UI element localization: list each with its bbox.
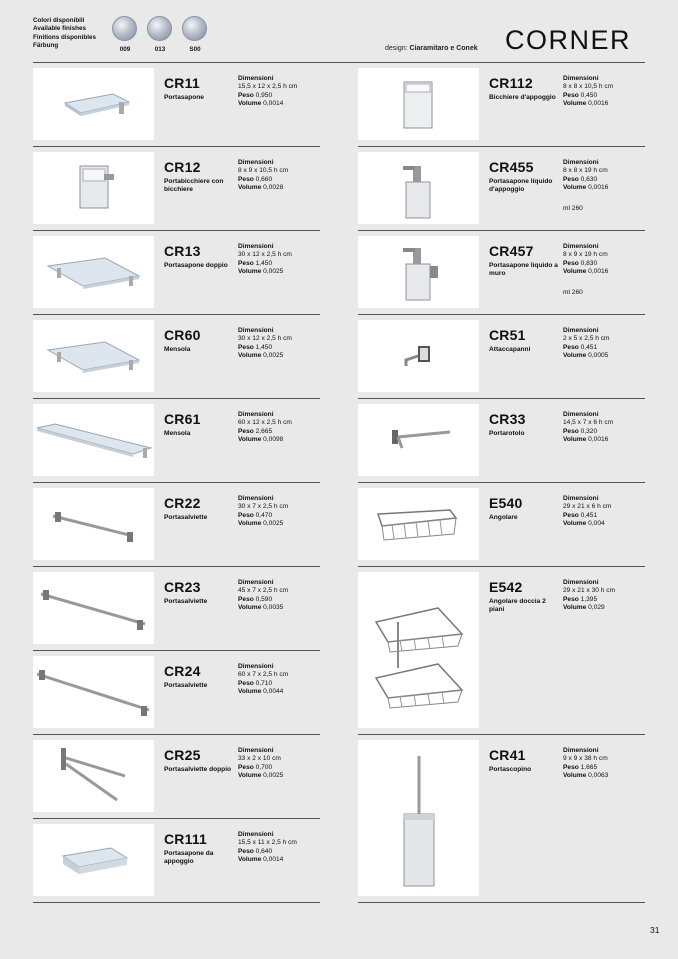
product-specs	[563, 579, 645, 613]
item-divider	[358, 902, 645, 903]
finish-swatch-s00	[182, 16, 207, 41]
weight-value: 1,450	[255, 259, 273, 267]
product-specs	[238, 831, 320, 865]
item-divider	[33, 650, 320, 651]
weight-value: 0,630	[580, 175, 598, 183]
product-name: Portascopino	[489, 766, 532, 773]
product-name: Bicchiere d'appoggio	[489, 94, 556, 101]
weight-label: Peso	[238, 763, 254, 771]
volume-value: 0,0063	[588, 772, 609, 780]
volume-label: Volume	[563, 436, 587, 444]
product-name: Portasalviette	[164, 598, 208, 605]
page-number: 31	[650, 925, 660, 935]
product-code: CR33	[489, 411, 526, 427]
volume-value: 0,029	[588, 604, 605, 612]
product-name: Portasapone da appoggio	[164, 850, 214, 866]
long-shelf-icon	[33, 404, 154, 476]
weight-value: 0,950	[255, 91, 273, 99]
volume-label: Volume	[238, 688, 262, 696]
volume-label: Volume	[238, 520, 262, 528]
weight-value: 0,830	[580, 259, 598, 267]
capacity-value: ml 260	[563, 289, 583, 296]
product-item	[358, 236, 645, 314]
weight-value: 0,660	[255, 175, 273, 183]
product-item	[33, 236, 320, 314]
volume-label: Volume	[238, 268, 262, 276]
dimensions-value: 9 x 9 x 38 h cm	[563, 755, 608, 763]
dimensions-label: Dimensioni	[238, 243, 274, 250]
volume-value: 0,0016	[588, 268, 609, 276]
volume-value: 0,0044	[263, 688, 284, 696]
weight-label: Peso	[238, 175, 254, 183]
product-specs	[563, 495, 645, 529]
item-divider	[33, 314, 320, 315]
product-specs	[238, 663, 320, 697]
dimensions-label: Dimensioni	[238, 411, 274, 418]
towel-bar-icon	[33, 572, 154, 644]
weight-label: Peso	[238, 511, 254, 519]
dimensions-label: Dimensioni	[563, 327, 599, 334]
wall-soap-dispenser-icon	[358, 236, 479, 308]
product-code: CR61	[164, 411, 201, 427]
dimensions-value: 8 x 9 x 10,5 h cm	[238, 167, 289, 175]
dimensions-label: Dimensioni	[238, 831, 274, 838]
volume-value: 0,0016	[588, 100, 609, 108]
product-specs	[238, 327, 320, 361]
dimensions-value: 2 x 5 x 2,5 h cm	[563, 335, 610, 343]
volume-label: Volume	[238, 100, 262, 108]
tumbler-icon	[358, 68, 479, 140]
weight-label: Peso	[238, 259, 254, 267]
volume-label: Volume	[238, 352, 262, 360]
finish-code-013: 013	[154, 46, 166, 53]
dimensions-value: 60 x 7 x 2,5 h cm	[238, 671, 289, 679]
product-specs	[238, 159, 320, 193]
weight-value: 0,470	[255, 511, 273, 519]
product-code: CR24	[164, 663, 201, 679]
dimensions-value: 45 x 7 x 2,5 h cm	[238, 587, 289, 595]
product-specs	[563, 75, 645, 109]
soap-dish-icon	[33, 68, 154, 140]
product-specs	[238, 75, 320, 109]
volume-value: 0,004	[588, 520, 605, 528]
product-code: CR457	[489, 243, 534, 259]
dimensions-label: Dimensioni	[238, 495, 274, 502]
tumbler-holder-icon	[33, 152, 154, 224]
finish-labels	[33, 17, 96, 51]
product-code: CR455	[489, 159, 534, 175]
volume-value: 0,0025	[263, 772, 284, 780]
weight-label: Peso	[563, 763, 579, 771]
volume-label: Volume	[563, 520, 587, 528]
finish-label-de: Färbung	[33, 42, 59, 50]
volume-value: 0,0035	[263, 604, 284, 612]
capacity-value: ml 260	[563, 205, 583, 212]
item-divider	[358, 146, 645, 147]
dimensions-value: 14,5 x 7 x 6 h cm	[563, 419, 614, 427]
weight-label: Peso	[563, 91, 579, 99]
weight-value: 0,710	[255, 679, 273, 687]
weight-label: Peso	[563, 511, 579, 519]
double-soap-dish-icon	[33, 236, 154, 308]
weight-value: 0,640	[255, 847, 273, 855]
product-item	[33, 404, 320, 482]
weight-label: Peso	[238, 847, 254, 855]
dimensions-label: Dimensioni	[238, 75, 274, 82]
product-name: Portasapone doppio	[164, 262, 228, 269]
dimensions-value: 30 x 7 x 2,5 h cm	[238, 503, 289, 511]
product-code: CR13	[164, 243, 201, 259]
product-specs	[238, 495, 320, 529]
designer-name: Ciaramitaro e Conek	[409, 45, 478, 52]
design-prefix: design:	[385, 45, 408, 52]
item-divider	[33, 734, 320, 735]
product-name: Attaccapanni	[489, 346, 531, 353]
product-item	[358, 68, 645, 146]
dimensions-value: 15,5 x 11 x 2,5 h cm	[238, 839, 297, 847]
dimensions-value: 8 x 9 x 19 h cm	[563, 251, 608, 259]
robe-hook-icon	[358, 320, 479, 392]
finish-code-s00: S00	[189, 46, 201, 53]
volume-label: Volume	[238, 856, 262, 864]
towel-bar-icon	[33, 656, 154, 728]
finish-swatch-009	[112, 16, 137, 41]
volume-value: 0,0098	[263, 436, 284, 444]
header-divider	[33, 62, 645, 63]
item-divider	[33, 818, 320, 819]
volume-label: Volume	[238, 604, 262, 612]
item-divider	[33, 230, 320, 231]
product-code: E542	[489, 579, 523, 595]
dimensions-value: 33 x 2 x 10 cm	[238, 755, 281, 763]
finish-label-fr: Finitions disponibles	[33, 33, 96, 41]
product-code: E540	[489, 495, 523, 511]
weight-label: Peso	[563, 427, 579, 435]
dimensions-value: 15,5 x 12 x 2,5 h cm	[238, 83, 298, 91]
product-specs	[238, 747, 320, 781]
dimensions-label: Dimensioni	[563, 495, 599, 502]
weight-value: 1,665	[580, 763, 598, 771]
product-code: CR41	[489, 747, 526, 763]
product-name: Portasalviette	[164, 682, 208, 689]
weight-value: 2,665	[255, 427, 273, 435]
dimensions-label: Dimensioni	[563, 411, 599, 418]
product-code: CR111	[164, 831, 208, 847]
product-name: Mensola	[164, 430, 191, 437]
product-name: Portasapone liquido a muro	[489, 262, 558, 278]
volume-label: Volume	[238, 184, 262, 192]
weight-value: 0,320	[580, 427, 598, 435]
dimensions-label: Dimensioni	[238, 579, 274, 586]
product-code: CR25	[164, 747, 201, 763]
product-name: Portasapone	[164, 94, 204, 101]
dimensions-label: Dimensioni	[238, 747, 274, 754]
item-divider	[33, 482, 320, 483]
item-divider	[358, 314, 645, 315]
product-specs	[563, 243, 645, 277]
finish-label-en: Available finishes	[33, 25, 86, 33]
weight-value: 0,700	[255, 763, 273, 771]
dimensions-value: 30 x 12 x 2,5 h cm	[238, 335, 292, 343]
volume-label: Volume	[563, 604, 587, 612]
volume-label: Volume	[563, 100, 587, 108]
shelf-icon	[33, 320, 154, 392]
volume-value: 0,0014	[263, 856, 284, 864]
finish-swatch-013	[147, 16, 172, 41]
volume-value: 0,0014	[263, 100, 284, 108]
toilet-brush-holder-icon	[358, 740, 479, 896]
item-divider	[33, 146, 320, 147]
design-credit	[385, 45, 478, 52]
product-item	[358, 572, 645, 734]
corner-basket-icon	[358, 488, 479, 560]
product-specs	[238, 579, 320, 613]
product-code: CR51	[489, 327, 526, 343]
product-item	[33, 68, 320, 146]
product-name: Portarotolo	[489, 430, 525, 437]
toilet-roll-holder-icon	[358, 404, 479, 476]
volume-label: Volume	[563, 268, 587, 276]
product-name: Portasapone liquido d'appoggio	[489, 178, 553, 194]
weight-label: Peso	[563, 343, 579, 351]
page-header	[0, 0, 678, 62]
product-name: Portasalviette	[164, 514, 208, 521]
dimensions-value: 29 x 21 x 30 h cm	[563, 587, 616, 595]
item-divider	[33, 902, 320, 903]
product-name: Angolare doccia 2 piani	[489, 598, 546, 614]
product-name: Mensola	[164, 346, 191, 353]
product-item	[33, 488, 320, 566]
product-item	[33, 740, 320, 818]
product-item	[33, 824, 320, 902]
volume-label: Volume	[563, 184, 587, 192]
weight-label: Peso	[563, 595, 579, 603]
volume-value: 0,0025	[263, 268, 284, 276]
weight-value: 0,451	[580, 511, 598, 519]
product-specs	[563, 159, 645, 193]
volume-value: 0,0005	[588, 352, 609, 360]
product-specs	[238, 411, 320, 445]
product-item	[33, 656, 320, 734]
item-divider	[33, 566, 320, 567]
weight-label: Peso	[563, 259, 579, 267]
dimensions-label: Dimensioni	[238, 327, 274, 334]
dimensions-value: 60 x 12 x 2,5 h cm	[238, 419, 292, 427]
product-item	[33, 320, 320, 398]
product-specs	[238, 243, 320, 277]
item-divider	[358, 398, 645, 399]
product-item	[358, 404, 645, 482]
product-item	[358, 152, 645, 230]
product-code: CR112	[489, 75, 533, 91]
dimensions-label: Dimensioni	[563, 243, 599, 250]
two-tier-corner-basket-icon	[358, 572, 479, 728]
dimensions-value: 29 x 21 x 6 h cm	[563, 503, 612, 511]
product-name: Angolare	[489, 514, 518, 521]
product-name: Portabicchiere con bicchiere	[164, 178, 224, 194]
weight-label: Peso	[238, 679, 254, 687]
double-towel-bar-icon	[33, 740, 154, 812]
weight-value: 1,395	[580, 595, 598, 603]
product-code: CR60	[164, 327, 201, 343]
freestanding-soap-dish-icon	[33, 824, 154, 896]
weight-value: 1,450	[255, 343, 273, 351]
soap-dispenser-icon	[358, 152, 479, 224]
volume-label: Volume	[563, 772, 587, 780]
item-divider	[358, 566, 645, 567]
volume-value: 0,0025	[263, 520, 284, 528]
item-divider	[358, 230, 645, 231]
towel-bar-icon	[33, 488, 154, 560]
product-item	[358, 740, 645, 902]
weight-label: Peso	[238, 427, 254, 435]
volume-value: 0,0016	[588, 184, 609, 192]
weight-label: Peso	[238, 343, 254, 351]
dimensions-label: Dimensioni	[238, 159, 274, 166]
dimensions-value: 30 x 12 x 2,5 h cm	[238, 251, 292, 259]
dimensions-label: Dimensioni	[563, 579, 599, 586]
volume-value: 0,0025	[263, 352, 284, 360]
dimensions-label: Dimensioni	[563, 747, 599, 754]
dimensions-label: Dimensioni	[563, 159, 599, 166]
dimensions-value: 8 x 8 x 10,5 h cm	[563, 83, 614, 91]
product-code: CR22	[164, 495, 201, 511]
product-code: CR23	[164, 579, 201, 595]
weight-value: 0,451	[580, 343, 598, 351]
item-divider	[358, 482, 645, 483]
weight-value: 0,590	[255, 595, 273, 603]
weight-label: Peso	[238, 91, 254, 99]
product-specs	[563, 747, 645, 781]
volume-value: 0,0028	[263, 184, 284, 192]
item-divider	[33, 398, 320, 399]
item-divider	[358, 734, 645, 735]
dimensions-label: Dimensioni	[563, 75, 599, 82]
volume-label: Volume	[238, 436, 262, 444]
product-specs	[563, 327, 645, 361]
product-specs	[563, 411, 645, 445]
weight-value: 0,450	[580, 91, 598, 99]
product-item	[358, 488, 645, 566]
dimensions-label: Dimensioni	[238, 663, 274, 670]
product-name: Portasalviette doppio	[164, 766, 232, 773]
weight-label: Peso	[238, 595, 254, 603]
dimensions-value: 8 x 8 x 19 h cm	[563, 167, 608, 175]
volume-label: Volume	[563, 352, 587, 360]
weight-label: Peso	[563, 175, 579, 183]
finish-label-it: Colori disponibili	[33, 17, 85, 24]
finish-code-009: 009	[119, 46, 131, 53]
collection-title: CORNER	[505, 25, 632, 55]
volume-value: 0,0016	[588, 436, 609, 444]
volume-label: Volume	[238, 772, 262, 780]
product-item	[33, 152, 320, 230]
product-item	[33, 572, 320, 650]
product-code: CR12	[164, 159, 201, 175]
product-item	[358, 320, 645, 398]
product-code: CR11	[164, 75, 200, 91]
